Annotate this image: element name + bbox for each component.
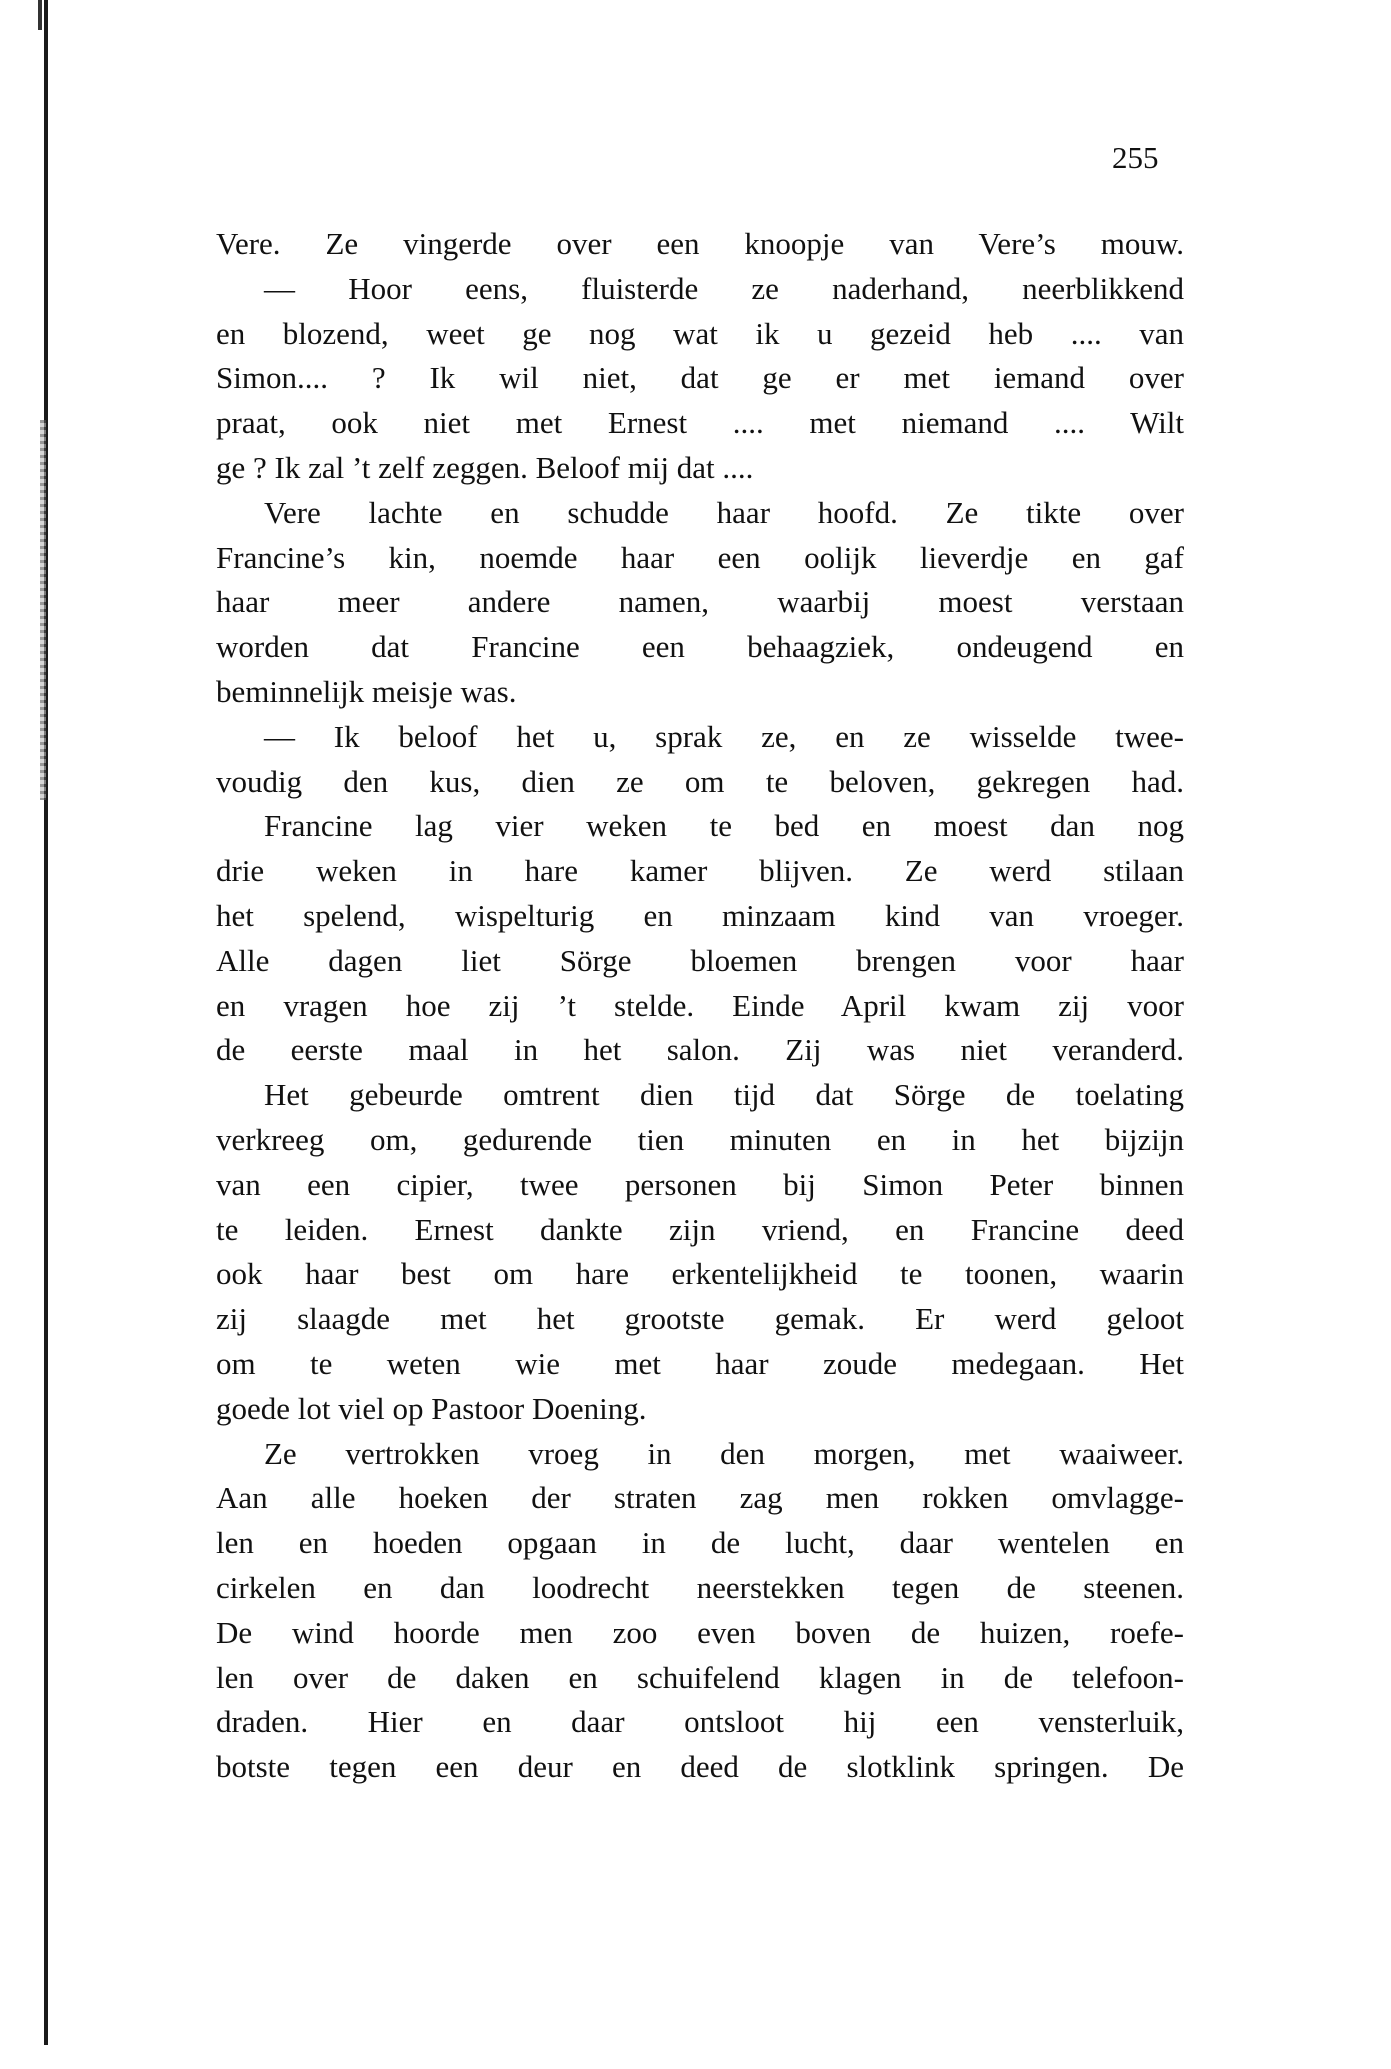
- scan-edge-speckle: [40, 420, 46, 800]
- text-line: cirkelen en dan loodrecht neerstekken tegen de steenen.: [216, 1569, 1184, 1605]
- text-line: voudig den kus, dien ze om te beloven, gekregen had.: [216, 763, 1184, 799]
- text-line: Francine’s kin, noemde haar een oolijk lieverdje en gaf: [216, 539, 1184, 575]
- text-line: praat, ook niet met Ernest .... met niemand .... Wilt: [216, 405, 1184, 441]
- text-line: Alle dagen liet Sörge bloemen brengen voor haar: [216, 942, 1184, 978]
- text-line: haar meer andere namen, waarbij moest verstaan: [216, 584, 1184, 620]
- text-line: — Hoor eens, fluisterde ze naderhand, neerblikkend: [264, 270, 1184, 306]
- text-line: Vere lachte en schudde haar hoofd. Ze tikte over: [264, 494, 1184, 530]
- text-line: en blozend, weet ge nog wat ik u gezeid heb .... van: [216, 315, 1184, 351]
- text-line: te leiden. Ernest dankte zijn vriend, en Francine deed: [216, 1211, 1184, 1247]
- text-line: de eerste maal in het salon. Zij was niet veranderd.: [216, 1032, 1184, 1068]
- text-line: goede lot viel op Pastoor Doening.: [216, 1390, 647, 1426]
- text-line: len over de daken en schuifelend klagen in de telefoon-: [216, 1659, 1184, 1695]
- text-line: het spelend, wispelturig en minzaam kind van vroeger.: [216, 897, 1184, 933]
- text-line: Simon.... ? Ik wil niet, dat ge er met iemand over: [216, 360, 1184, 396]
- text-line: ook haar best om hare erkentelijkheid te toonen, waarin: [216, 1256, 1184, 1292]
- text-line: zij slaagde met het grootste gemak. Er werd geloot: [216, 1301, 1184, 1337]
- text-line: De wind hoorde men zoo even boven de huizen, roefe-: [216, 1614, 1184, 1650]
- text-line: Ze vertrokken vroeg in den morgen, met waaiweer.: [264, 1435, 1184, 1471]
- text-line: verkreeg om, gedurende tien minuten en in het bijzijn: [216, 1121, 1184, 1157]
- text-line: — Ik beloof het u, sprak ze, en ze wisselde twee-: [264, 718, 1184, 754]
- text-line: Aan alle hoeken der straten zag men rokken omvlagge-: [216, 1480, 1184, 1516]
- text-line: Francine lag vier weken te bed en moest dan nog: [264, 808, 1184, 844]
- text-line: len en hoeden opgaan in de lucht, daar wentelen en: [216, 1525, 1184, 1561]
- text-line: botste tegen een deur en deed de slotklink springen. De: [216, 1749, 1184, 1785]
- scan-edge-mark: [38, 0, 42, 30]
- text-line: ge ? Ik zal ’t zelf zeggen. Beloof mij dat ....: [216, 449, 754, 485]
- text-line: worden dat Francine een behaagziek, ondeugend en: [216, 629, 1184, 665]
- page-binding-edge: [44, 0, 48, 2045]
- text-line: om te weten wie met haar zoude medegaan. Het: [216, 1345, 1184, 1381]
- text-line: draden. Hier en daar ontsloot hij een vensterluik,: [216, 1704, 1184, 1740]
- text-line: Het gebeurde omtrent dien tijd dat Sörge de toelating: [264, 1077, 1184, 1113]
- text-line: beminnelijk meisje was.: [216, 673, 517, 709]
- text-line: en vragen hoe zij ’t stelde. Einde April kwam zij voor: [216, 987, 1184, 1023]
- text-line: Vere. Ze vingerde over een knoopje van Vere’s mouw.: [216, 226, 1184, 261]
- page-number: 255: [1112, 140, 1159, 175]
- text-line: drie weken in hare kamer blijven. Ze werd stilaan: [216, 853, 1184, 889]
- body-text: [216, 222, 1184, 1790]
- text-line: van een cipier, twee personen bij Simon Peter binnen: [216, 1166, 1184, 1202]
